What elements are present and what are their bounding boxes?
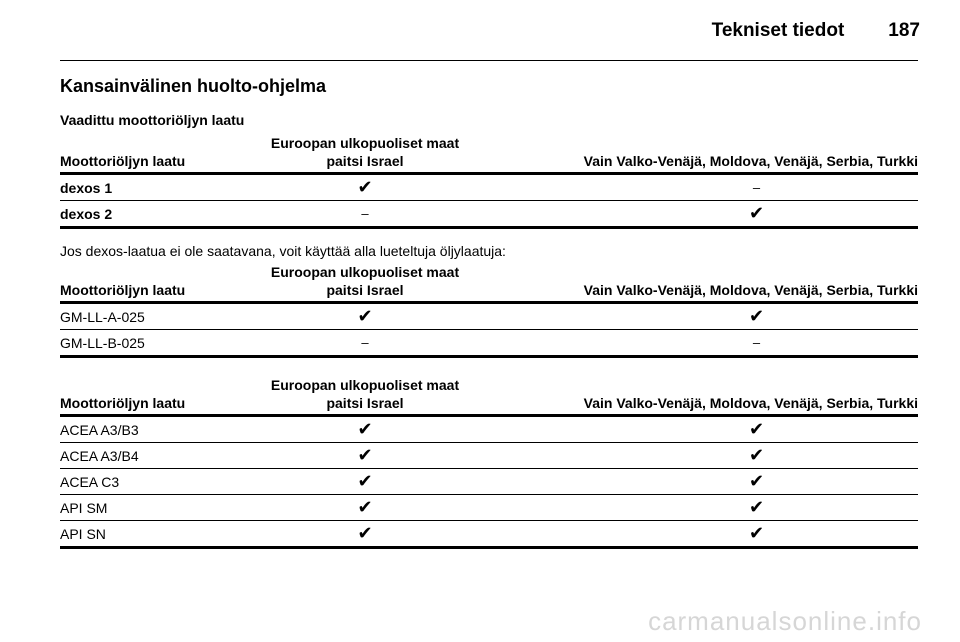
dash-icon: –	[752, 180, 761, 195]
check-icon: ✔	[357, 445, 373, 465]
check-icon: ✔	[357, 306, 373, 326]
check-icon: ✔	[357, 177, 373, 197]
check-icon: ✔	[748, 471, 765, 491]
row-name: ACEA A3/B3	[60, 416, 245, 443]
check-icon: ✔	[748, 445, 765, 465]
subtitle: Vaadittu moottoriöljyn laatu	[60, 112, 245, 128]
check-icon: ✔	[357, 497, 373, 517]
col-header-countries: Vain Valko-Venäjä, Moldova, Venäjä, Serbia, Turkki	[485, 376, 918, 416]
row-name: API SM	[60, 495, 245, 521]
dash-icon: –	[361, 206, 369, 221]
row-name: GM-LL-B-025	[60, 330, 245, 357]
table-header-row	[60, 263, 918, 303]
col-header-countries: Vain Valko-Venäjä, Moldova, Venäjä, Serbia, Turkki	[485, 134, 918, 174]
page-number: 187	[888, 20, 920, 41]
watermark: carmanualsonline.info	[648, 606, 922, 636]
row-name: GM-LL-A-025	[60, 303, 245, 330]
col-header-quality: Moottoriöljyn laatu	[60, 263, 245, 303]
dash-icon: –	[752, 335, 761, 350]
table-row	[60, 303, 918, 330]
row-name: dexos 2	[60, 201, 245, 228]
table-row	[60, 443, 918, 469]
col-header-outside-europe: Euroopan ulkopuoliset maat paitsi Israel	[245, 263, 485, 303]
check-icon: ✔	[357, 419, 373, 439]
table-header-row	[60, 134, 918, 174]
check-icon: ✔	[748, 203, 765, 223]
row-name: ACEA C3	[60, 469, 245, 495]
table-row	[60, 521, 918, 548]
check-icon: ✔	[748, 523, 765, 543]
check-icon: ✔	[357, 523, 373, 543]
oil-table-dexos	[60, 134, 918, 229]
col-header-countries: Vain Valko-Venäjä, Moldova, Venäjä, Serbia, Turkki	[485, 263, 918, 303]
oil-table-gm	[60, 263, 918, 358]
dash-icon: –	[361, 335, 369, 350]
table-row	[60, 416, 918, 443]
check-icon: ✔	[748, 306, 765, 326]
page-header	[712, 20, 920, 42]
oil-table-acea-api	[60, 376, 918, 549]
table-row	[60, 174, 918, 201]
row-name: ACEA A3/B4	[60, 443, 245, 469]
header-title: Tekniset tiedot	[711, 20, 845, 41]
row-name: API SN	[60, 521, 245, 548]
table-row	[60, 201, 918, 228]
intro-text: Jos dexos-laatua ei ole saatavana, voit käyttää alla lueteltuja öljylaatuja:	[60, 243, 506, 259]
check-icon: ✔	[357, 471, 373, 491]
table-header-row	[60, 376, 918, 416]
table-row	[60, 330, 918, 357]
col-header-outside-europe: Euroopan ulkopuoliset maat paitsi Israel	[245, 376, 485, 416]
row-name: dexos 1	[60, 174, 245, 201]
table-row	[60, 495, 918, 521]
col-header-quality: Moottoriöljyn laatu	[60, 134, 245, 174]
col-header-quality: Moottoriöljyn laatu	[60, 376, 245, 416]
table-row	[60, 469, 918, 495]
check-icon: ✔	[748, 497, 765, 517]
header-rule	[60, 60, 918, 61]
check-icon: ✔	[748, 419, 765, 439]
section-title: Kansainvälinen huolto-ohjelma	[60, 76, 327, 96]
col-header-outside-europe: Euroopan ulkopuoliset maat paitsi Israel	[245, 134, 485, 174]
